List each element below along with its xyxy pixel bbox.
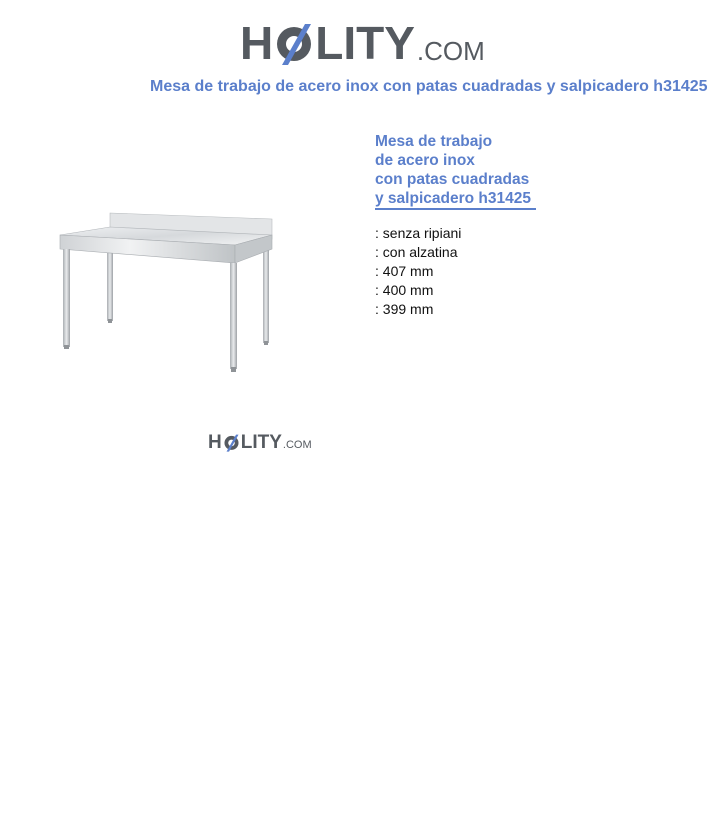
- logo-letter-h: H: [240, 17, 274, 69]
- page-heading: Mesa de trabajo de acero inox con patas cuadradas y salpicadero h31425: [150, 78, 708, 95]
- product-title-line: con patas cuadradas: [375, 171, 530, 188]
- holity-logo-bottom[interactable]: [208, 433, 312, 452]
- product-image: [55, 205, 280, 380]
- logo-letter-h-small: H: [208, 432, 222, 453]
- product-title-line: Mesa de trabajo: [375, 133, 493, 150]
- product-title: [375, 132, 536, 210]
- logo-letters-lity-small: LITY: [240, 432, 282, 453]
- spec-item: : 407 mm: [375, 263, 434, 279]
- spec-item: : 399 mm: [375, 301, 434, 317]
- logo-com-small: .COM: [282, 439, 312, 451]
- spec-item: : con alzatina: [375, 244, 458, 260]
- spec-item: : 400 mm: [375, 282, 434, 298]
- product-title-line: de acero inox: [375, 152, 475, 169]
- holity-o-mark-icon: [274, 20, 314, 66]
- product-specs: [375, 224, 461, 319]
- spec-item: : senza ripiani: [375, 225, 462, 241]
- logo-letters-lity: LITY: [315, 17, 415, 69]
- logo-com: .COM: [416, 36, 485, 66]
- holity-logo-top[interactable]: [240, 12, 485, 69]
- product-title-line: y salpicadero h31425: [375, 189, 536, 210]
- holity-o-mark-icon: [223, 433, 240, 452]
